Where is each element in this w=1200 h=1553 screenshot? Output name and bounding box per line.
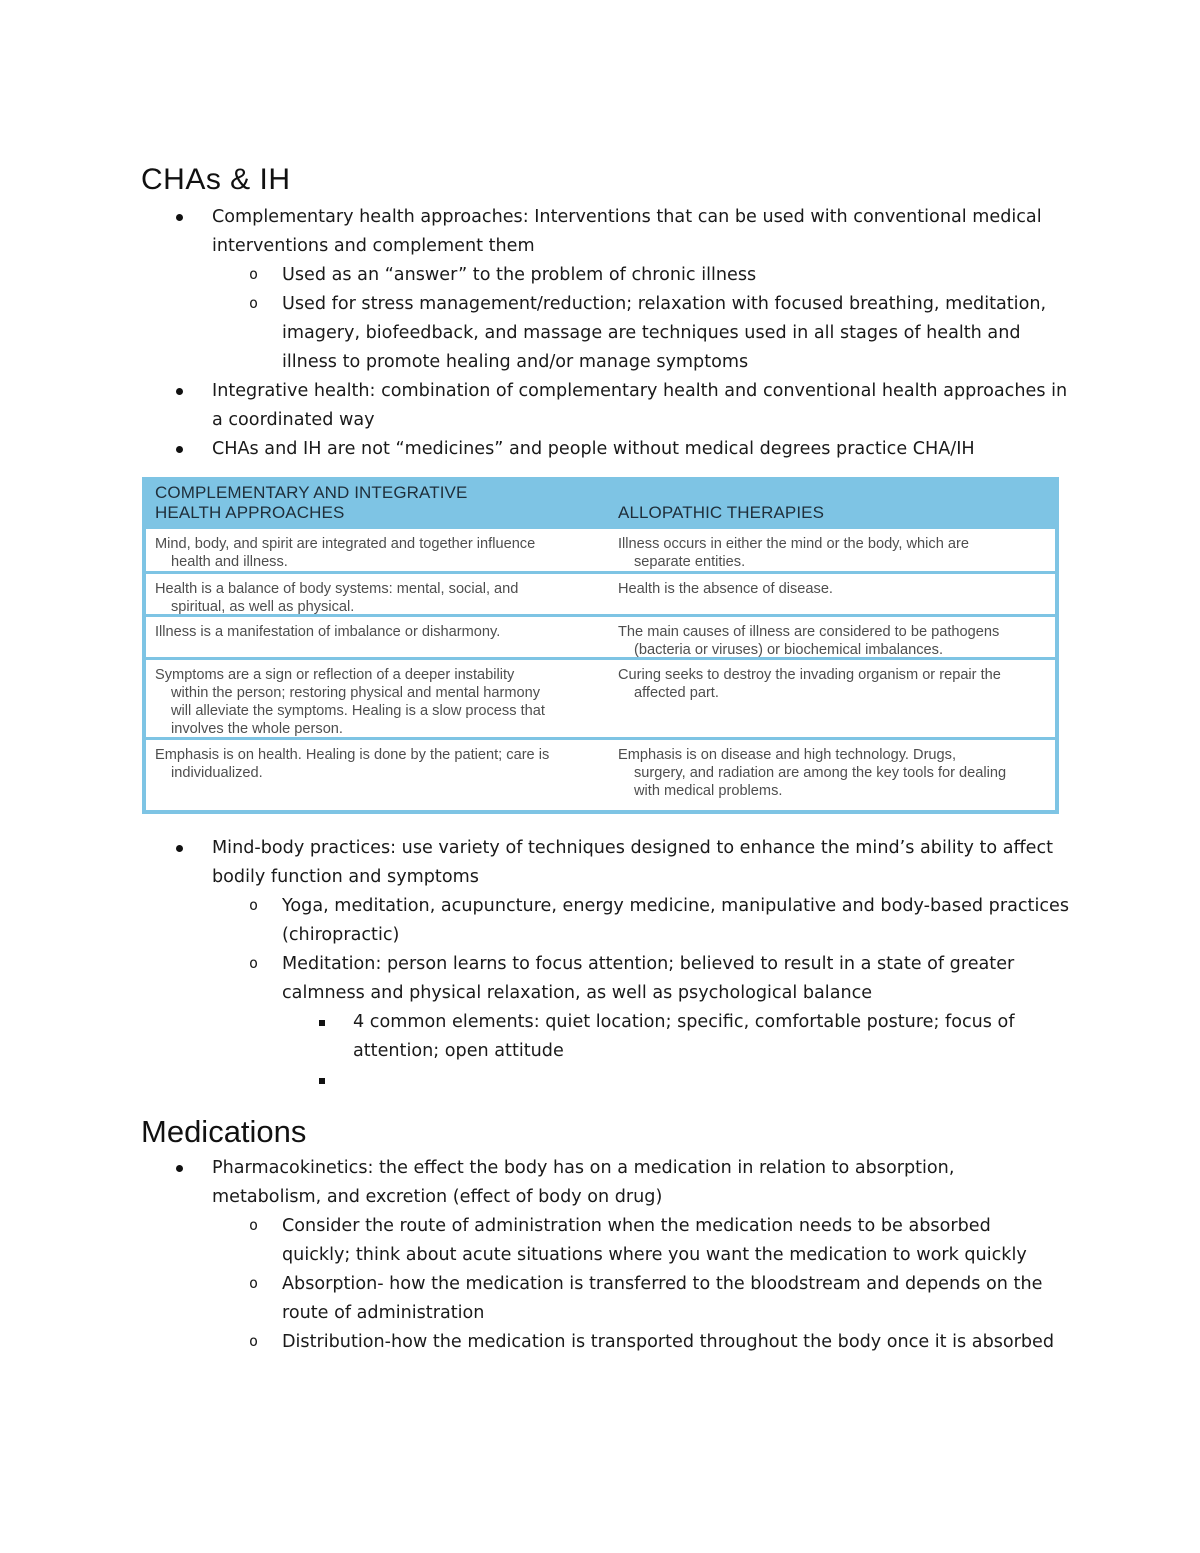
- table-cell-allopathic: [618, 746, 1050, 800]
- list-item-line: Distribution-how the medication is transported throughout the body once it is absorbed: [282, 1332, 1055, 1352]
- bullet-disc-icon: [176, 446, 183, 453]
- bullet-circle-icon: o: [249, 294, 259, 312]
- table-cell-line: The main causes of illness are considered to be pathogens: [618, 624, 1000, 640]
- table-cell-cha: [155, 535, 595, 571]
- table-cell-line: Emphasis is on health. Healing is done by the patient; care is: [155, 747, 550, 763]
- table-cell-cha: [155, 580, 595, 616]
- list-item-line: Complementary health approaches: Interventions that can be used with conventional medical: [212, 207, 1042, 227]
- bullet-circle-icon: o: [249, 1274, 259, 1292]
- list-item-line: quickly; think about acute situations where you want the medication to work quickly: [282, 1245, 1027, 1265]
- list-item-line: Used for stress management/reduction; relaxation with focused breathing, meditation,: [282, 294, 1047, 314]
- table-row: [146, 660, 1055, 737]
- table-header-cha-line: COMPLEMENTARY AND INTEGRATIVE: [155, 483, 468, 502]
- table-cell-allopathic: [618, 535, 1050, 571]
- list-item-line: interventions and complement them: [212, 236, 535, 256]
- table-header-cha-line: HEALTH APPROACHES: [155, 503, 345, 522]
- list-item-line: calmness and physical relaxation, as well as psychological balance: [282, 983, 873, 1003]
- bullet-square-icon: [319, 1078, 325, 1084]
- list-item-line: Absorption- how the medication is transferred to the bloodstream and depends on the: [282, 1274, 1043, 1294]
- bullet-disc-icon: [176, 388, 183, 395]
- table-row: [146, 574, 1055, 614]
- table-cell-line: Illness is a manifestation of imbalance or disharmony.: [155, 624, 501, 640]
- table-cell-line: Mind, body, and spirit are integrated and together influence: [155, 536, 536, 552]
- table-cell-line: with medical problems.: [634, 783, 783, 799]
- list-item-line: Integrative health: combination of complementary health and conventional health approaches in: [212, 381, 1068, 401]
- list-item-line: illness to promote healing and/or manage symptoms: [282, 352, 749, 372]
- section-heading-medications: Medications: [141, 1114, 307, 1149]
- table-cell-allopathic: [618, 666, 1050, 702]
- table-cell-line: Health is a balance of body systems: mental, social, and: [155, 581, 519, 597]
- list-item-line: a coordinated way: [212, 410, 375, 430]
- list-item-line: imagery, biofeedback, and massage are techniques used in all stages of health and: [282, 323, 1021, 343]
- list-item-line: (chiropractic): [282, 925, 400, 945]
- table-row: [146, 529, 1055, 571]
- list-item-line: Yoga, meditation, acupuncture, energy medicine, manipulative and body-based practices: [282, 896, 1069, 916]
- table-cell-line: Curing seeks to destroy the invading organism or repair the: [618, 667, 1001, 683]
- list-item-line: 4 common elements: quiet location; specific, comfortable posture; focus of: [353, 1012, 1015, 1032]
- table-cell-line: Symptoms are a sign or reflection of a deeper instability: [155, 667, 515, 683]
- table-cell-cha: [155, 623, 595, 641]
- table-cell-line: health and illness.: [171, 554, 288, 570]
- table-cell-line: affected part.: [634, 685, 719, 701]
- section-heading-chas-ih: CHAs & IH: [141, 163, 291, 196]
- bullet-disc-icon: [176, 845, 183, 852]
- bullet-circle-icon: o: [249, 896, 259, 914]
- bullet-circle-icon: o: [249, 265, 259, 283]
- table-cell-cha: [155, 666, 595, 738]
- table-cell-line: involves the whole person.: [171, 721, 343, 737]
- bullet-circle-icon: o: [249, 1332, 259, 1350]
- table-cell-line: within the person; restoring physical and mental harmony: [171, 685, 541, 701]
- table-cell-line: spiritual, as well as physical.: [171, 599, 355, 615]
- list-item-line: Consider the route of administration when the medication needs to be absorbed: [282, 1216, 991, 1236]
- list-item-line: bodily function and symptoms: [212, 867, 479, 887]
- table-cell-line: (bacteria or viruses) or biochemical imbalances.: [634, 642, 944, 658]
- table-cell-line: individualized.: [171, 765, 263, 781]
- bullet-square-icon: [319, 1020, 325, 1026]
- bullet-circle-icon: o: [249, 1216, 259, 1234]
- bullet-disc-icon: [176, 214, 183, 221]
- list-item-line: Mind-body practices: use variety of techniques designed to enhance the mind’s ability to affect: [212, 838, 1054, 858]
- list-item-line: route of administration: [282, 1303, 485, 1323]
- table-cell-line: surgery, and radiation are among the key tools for dealing: [634, 765, 1007, 781]
- bullet-disc-icon: [176, 1165, 183, 1172]
- table-cell-allopathic: [618, 623, 1050, 659]
- bullet-circle-icon: o: [249, 954, 259, 972]
- table-header-allopathic: ALLOPATHIC THERAPIES: [618, 503, 825, 522]
- list-item-line: Meditation: person learns to focus attention; believed to result in a state of greater: [282, 954, 1015, 974]
- list-item-line: Used as an “answer” to the problem of chronic illness: [282, 265, 757, 285]
- table-header-cha: [155, 483, 595, 523]
- table-row: [146, 740, 1055, 810]
- table-cell-line: Illness occurs in either the mind or the body, which are: [618, 536, 969, 552]
- list-item-line: CHAs and IH are not “medicines” and people without medical degrees practice CHA/IH: [212, 439, 975, 459]
- table-header-row: [142, 477, 1059, 529]
- table-cell-line: separate entities.: [634, 554, 746, 570]
- table-cell-line: Emphasis is on disease and high technology. Drugs,: [618, 747, 957, 763]
- table-cell-line: Health is the absence of disease.: [618, 581, 833, 597]
- list-item-line: attention; open attitude: [353, 1041, 564, 1061]
- table-cell-line: will alleviate the symptoms. Healing is a slow process that: [171, 703, 545, 719]
- table-cell-cha: [155, 746, 595, 782]
- list-item-line: Pharmacokinetics: the effect the body has on a medication in relation to absorption,: [212, 1158, 955, 1178]
- list-item-line: metabolism, and excretion (effect of body on drug): [212, 1187, 663, 1207]
- table-cell-allopathic: [618, 580, 1050, 598]
- comparison-table: [142, 477, 1059, 814]
- table-row: [146, 617, 1055, 657]
